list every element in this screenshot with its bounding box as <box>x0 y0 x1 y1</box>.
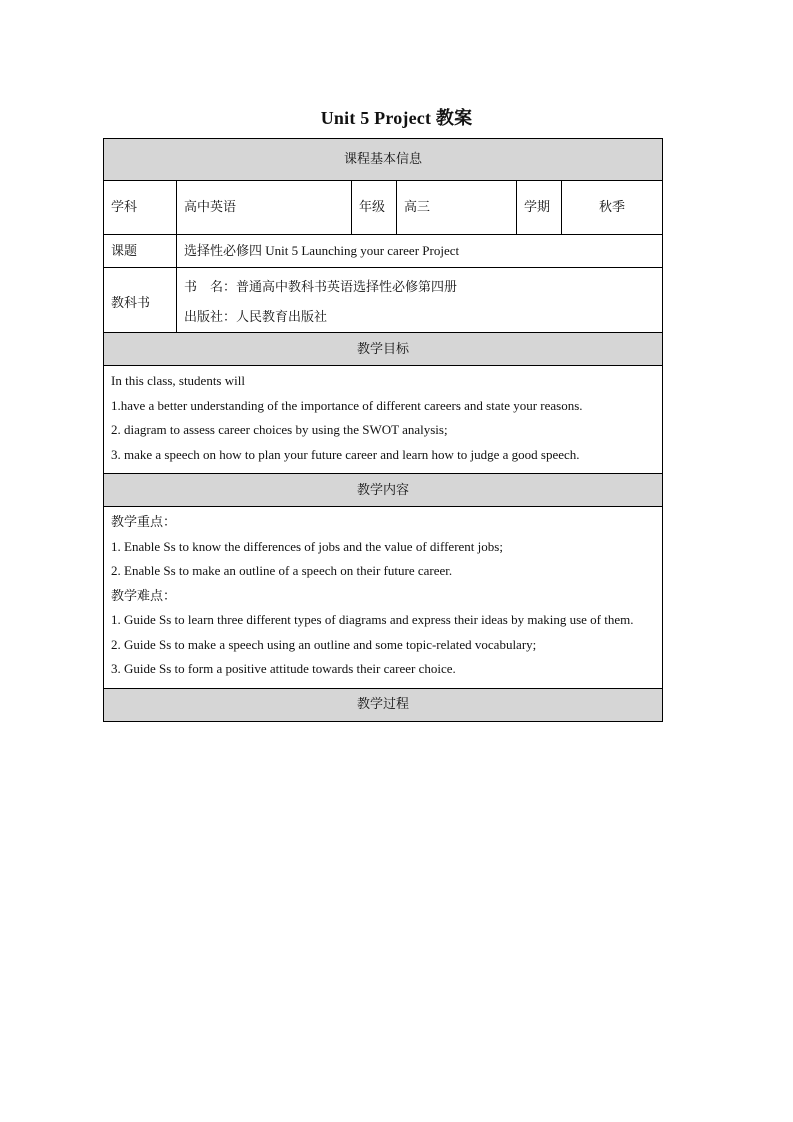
term-label: 学期 <box>517 181 562 235</box>
content-line: 3. Guide Ss to form a positive attitude towards their career choice. <box>111 661 456 676</box>
content-line: 1. Enable Ss to know the differences of jobs and the value of different jobs; <box>111 538 503 554</box>
topic-row <box>104 235 663 268</box>
subject-value: 高中英语 <box>177 181 352 235</box>
textbook-row <box>104 268 663 333</box>
topic-label: 课题 <box>104 235 177 268</box>
textbook-label: 教科书 <box>104 268 177 333</box>
objectives-body <box>104 366 663 474</box>
content-body <box>104 507 663 689</box>
textbook-name: 书 名：普通高中教科书英语选择性必修第四册 <box>184 278 458 294</box>
basic-info-row <box>104 181 663 235</box>
objective-line: In this class, students will <box>111 373 245 388</box>
content-line: 教学难点： <box>111 587 177 603</box>
objective-line: 1.have a better understanding of the importance of different careers and state your reasons. <box>111 397 583 413</box>
basic-info-header: 课程基本信息 <box>104 139 663 181</box>
content-line: 2. Enable Ss to make an outline of a speech on their future career. <box>111 563 453 578</box>
document-title: Unit 5 Project 教案 <box>320 108 473 128</box>
content-header: 教学内容 <box>104 474 663 507</box>
content-line: 教学重点： <box>111 514 177 529</box>
process-header: 教学过程 <box>104 688 663 721</box>
subject-label: 学科 <box>104 181 177 235</box>
objective-line: 2. diagram to assess career choices by using the SWOT analysis; <box>111 422 448 437</box>
lesson-plan-table <box>103 138 663 722</box>
content-line: 1. Guide Ss to learn three different types of diagrams and express their ideas by making use of them. <box>111 612 634 627</box>
grade-label: 年级 <box>352 181 397 235</box>
textbook-publisher: 出版社：人民教育出版社 <box>184 309 328 324</box>
content-line: 2. Guide Ss to make a speech using an outline and some topic-related vocabulary; <box>111 636 537 652</box>
grade-value: 高三 <box>397 181 517 235</box>
objectives-header: 教学目标 <box>104 333 663 366</box>
topic-value: 选择性必修四 Unit 5 Launching your career Project <box>177 235 663 268</box>
term-value: 秋季 <box>562 181 663 235</box>
objective-line: 3. make a speech on how to plan your future career and learn how to judge a good speech. <box>111 446 580 462</box>
